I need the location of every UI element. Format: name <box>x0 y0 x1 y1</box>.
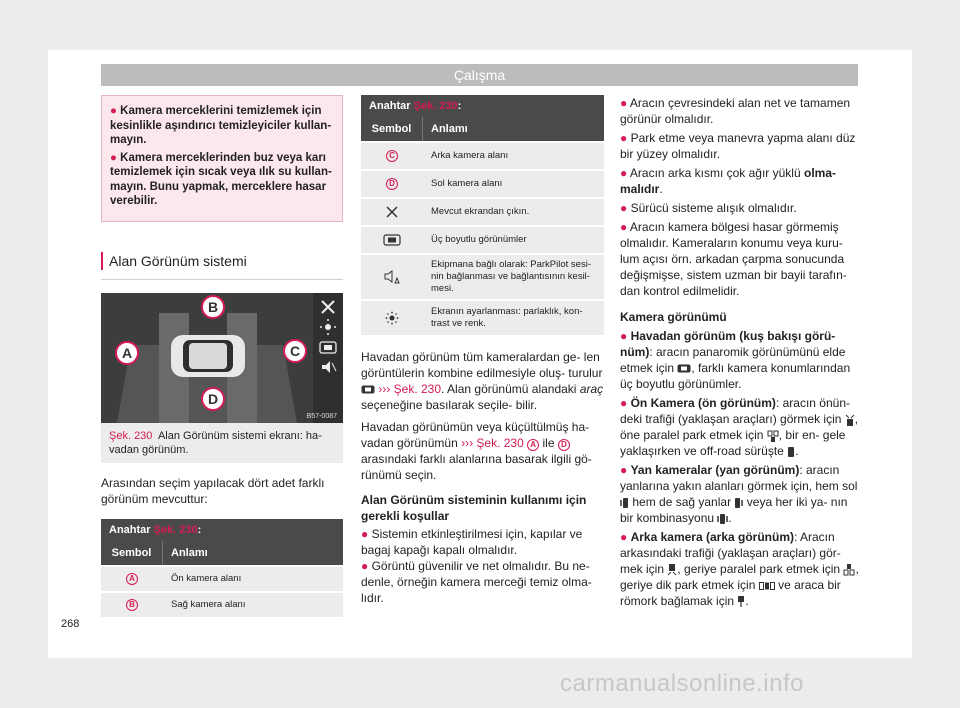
3d-view-icon <box>383 234 401 246</box>
chapter-header: Çalışma <box>101 64 858 86</box>
intro-paragraph: Arasından seçim yapılacak dört adet farklı görünüm mevcuttur: <box>101 475 325 506</box>
brightness-icon <box>385 311 399 325</box>
key-table-2 <box>361 95 604 335</box>
bullet-icon: ● <box>620 396 628 410</box>
figure-code: B57-0087 <box>306 412 337 420</box>
section-title: Alan Görünüm sistemi <box>101 252 343 270</box>
table-row: Mevcut ekrandan çıkın. <box>361 197 604 225</box>
list-item: ● Ön Kamera (ön görünüm): aracın önün- deki trafiği (yaklaşan araçları) görmek için , öne paralel park etmek için , bir en- gele yaklaşırken ve off-road sürüşte . <box>620 396 859 458</box>
symbol-a: A <box>527 439 539 451</box>
offroad-icon <box>787 446 795 458</box>
table-row: D Sol kamera alanı <box>361 169 604 197</box>
warning-item: ● Kamera merceklerinden buz veya karı temizlemek için sıcak veya ılık su kullan- mayın. Bunu yapmak, merceklere hasar verebilir. <box>110 151 332 207</box>
bullet-icon: ● <box>620 96 628 110</box>
symbol-d: D <box>558 439 570 451</box>
parkpilot-mute-icon <box>384 270 400 284</box>
close-icon <box>385 205 399 219</box>
list-item: ● Görüntü güvenilir ve net olmalıdır. Bu ne- denle, örneğin kamera merceği temiz olma- lıdır. <box>361 559 592 605</box>
col-meaning-header: Anlamı <box>171 546 208 559</box>
list-item: ● Yan kameralar (yan görünüm): aracın yanlarına yakın alanları görmek için, hem sol hem de sağ yanlar veya her iki ya- nın bir kombinasyonu . <box>620 463 858 525</box>
label-c <box>284 340 306 362</box>
area-view-illustration <box>101 293 343 423</box>
warning-item: ● Kamera merceklerini temizlemek için kesinlikle aşındırıcı temizleyiciler kullan- mayın. <box>110 105 332 146</box>
3d-view-icon <box>361 385 375 394</box>
list-item: ● Aracın çevresindeki alan net ve tamamen görünür olmalıdır. <box>620 96 851 126</box>
figure-caption: Şek. 230 Alan Görünüm sistemi ekranı: ha- vadan görünüm. <box>101 423 343 463</box>
table-row: Üç boyutlu görünümler <box>361 225 604 253</box>
label-a <box>116 342 138 364</box>
svg-text:A: A <box>121 344 133 361</box>
watermark: carmanualsonline.info <box>560 670 804 697</box>
paragraph: Havadan görünümün veya küçültülmüş ha- vadan görünümün ››› Şek. 230 A ile D arasındaki farklı alanlarına basarak ilgili gö- rünümü seçin. <box>361 420 592 482</box>
svg-text:B: B <box>207 298 219 315</box>
sidebar-controls <box>313 293 343 423</box>
col-meaning-header: Anlamı <box>431 123 468 135</box>
list-item: ● Park etme veya manevra yapma alanı düz bir yüzey olmalıdır. <box>620 131 856 161</box>
front-traffic-icon <box>845 414 855 426</box>
bullet-icon: ● <box>620 329 628 343</box>
list-item: ● Aracın arka kısmı çok ağır yüklü olma- malıdır. <box>620 166 837 196</box>
list-item: ● Sürücü sisteme alışık olmalıdır. <box>620 201 797 215</box>
divider <box>101 279 343 280</box>
symbol-b: B <box>126 599 138 611</box>
car-top-view <box>171 335 245 377</box>
bullet-icon: ● <box>110 151 117 164</box>
3d-view-icon <box>677 364 691 373</box>
bullet-icon: ● <box>620 463 628 477</box>
rear-parallel-park-icon <box>843 564 855 576</box>
bullet-icon: ● <box>620 131 628 145</box>
bullet-icon: ● <box>361 527 369 541</box>
table-row: Ekranın ayarlanması: parlaklık, kon- trast ve renk. <box>361 299 604 335</box>
svg-text:C: C <box>289 342 301 359</box>
svg-text:D: D <box>207 390 219 407</box>
table-row: Ekipmana bağlı olarak: ParkPilot sesi- nin bağlanması ve bağlantısının kesil- mesi. <box>361 253 604 299</box>
col-symbol-header: Sembol <box>101 541 163 565</box>
paragraph: Havadan görünüm tüm kameralardan ge- len görüntülerin kombine edilmesiyle oluş- turulur ››› Şek. 230. Alan görünümü alandaki araç seçeneğine basılarak seçile- bilir. <box>361 350 604 412</box>
symbol-c: C <box>386 150 398 162</box>
right-side-view-icon <box>734 497 743 509</box>
key-table-1 <box>101 519 343 617</box>
bullet-icon: ● <box>361 559 369 573</box>
label-b <box>202 296 224 318</box>
bullet-icon: ● <box>110 105 117 117</box>
symbol-a: A <box>126 573 138 585</box>
table-row: A Ön kamera alanı <box>101 565 343 591</box>
left-side-view-icon <box>620 497 629 509</box>
symbol-d: D <box>386 178 398 190</box>
rear-traffic-icon <box>667 564 677 576</box>
list-item: ● Arka kamera (arka görünüm): Aracın arkasındaki trafiği (yaklaşan araçları) gör- mek için , geriye paralel park etmek için , geriye dik park etmek için ve araca bir römork bağlamak için . <box>620 530 859 608</box>
bullet-icon: ● <box>620 166 628 180</box>
list-item: ● Sistemin etkinleştirilmesi için, kapılar ve bagaj kapağı kapalı olmalıdır. <box>361 527 583 557</box>
rear-perpendicular-park-icon <box>759 582 775 590</box>
subsection-title: Alan Görünüm sisteminin kullanımı için gerekli koşullar <box>361 493 587 523</box>
bullet-icon: ● <box>620 220 628 234</box>
warning-box <box>101 95 343 222</box>
page-number: 268 <box>61 618 80 630</box>
list-item: ● Aracın kamera bölgesi hasar görmemiş olmalıdır. Kameraların konumu veya kuru- lum açısı örn. arkadan çarpma sonucunda değişmişse, sistem uzman bir bayii tarafın- dan kontrol edilmelidir. <box>620 220 847 298</box>
area-view-figure <box>101 293 343 423</box>
both-sides-view-icon <box>717 513 728 525</box>
col-symbol-header: Sembol <box>361 117 423 141</box>
column-3 <box>620 95 860 612</box>
key-table-title: Anahtar Şek. 230: <box>369 100 462 112</box>
column-1 <box>101 95 343 617</box>
list-item: ● Havadan görünüm (kuş bakışı görü- nüm): aracın panaromik görünümünü elde etmek için , farklı kamera konumlarından üç boyutlu görünümler. <box>620 329 851 391</box>
bullet-icon: ● <box>620 201 628 215</box>
front-parallel-park-icon <box>767 430 779 442</box>
table-row: C Arka kamera alanı <box>361 141 604 169</box>
label-d <box>202 388 224 410</box>
bullet-icon: ● <box>620 530 628 544</box>
table-row: B Sağ kamera alanı <box>101 591 343 617</box>
subsection-title: Kamera görünümü <box>620 310 727 324</box>
key-table-title: Anahtar Şek. 230: <box>109 523 202 536</box>
column-2 <box>361 95 604 606</box>
